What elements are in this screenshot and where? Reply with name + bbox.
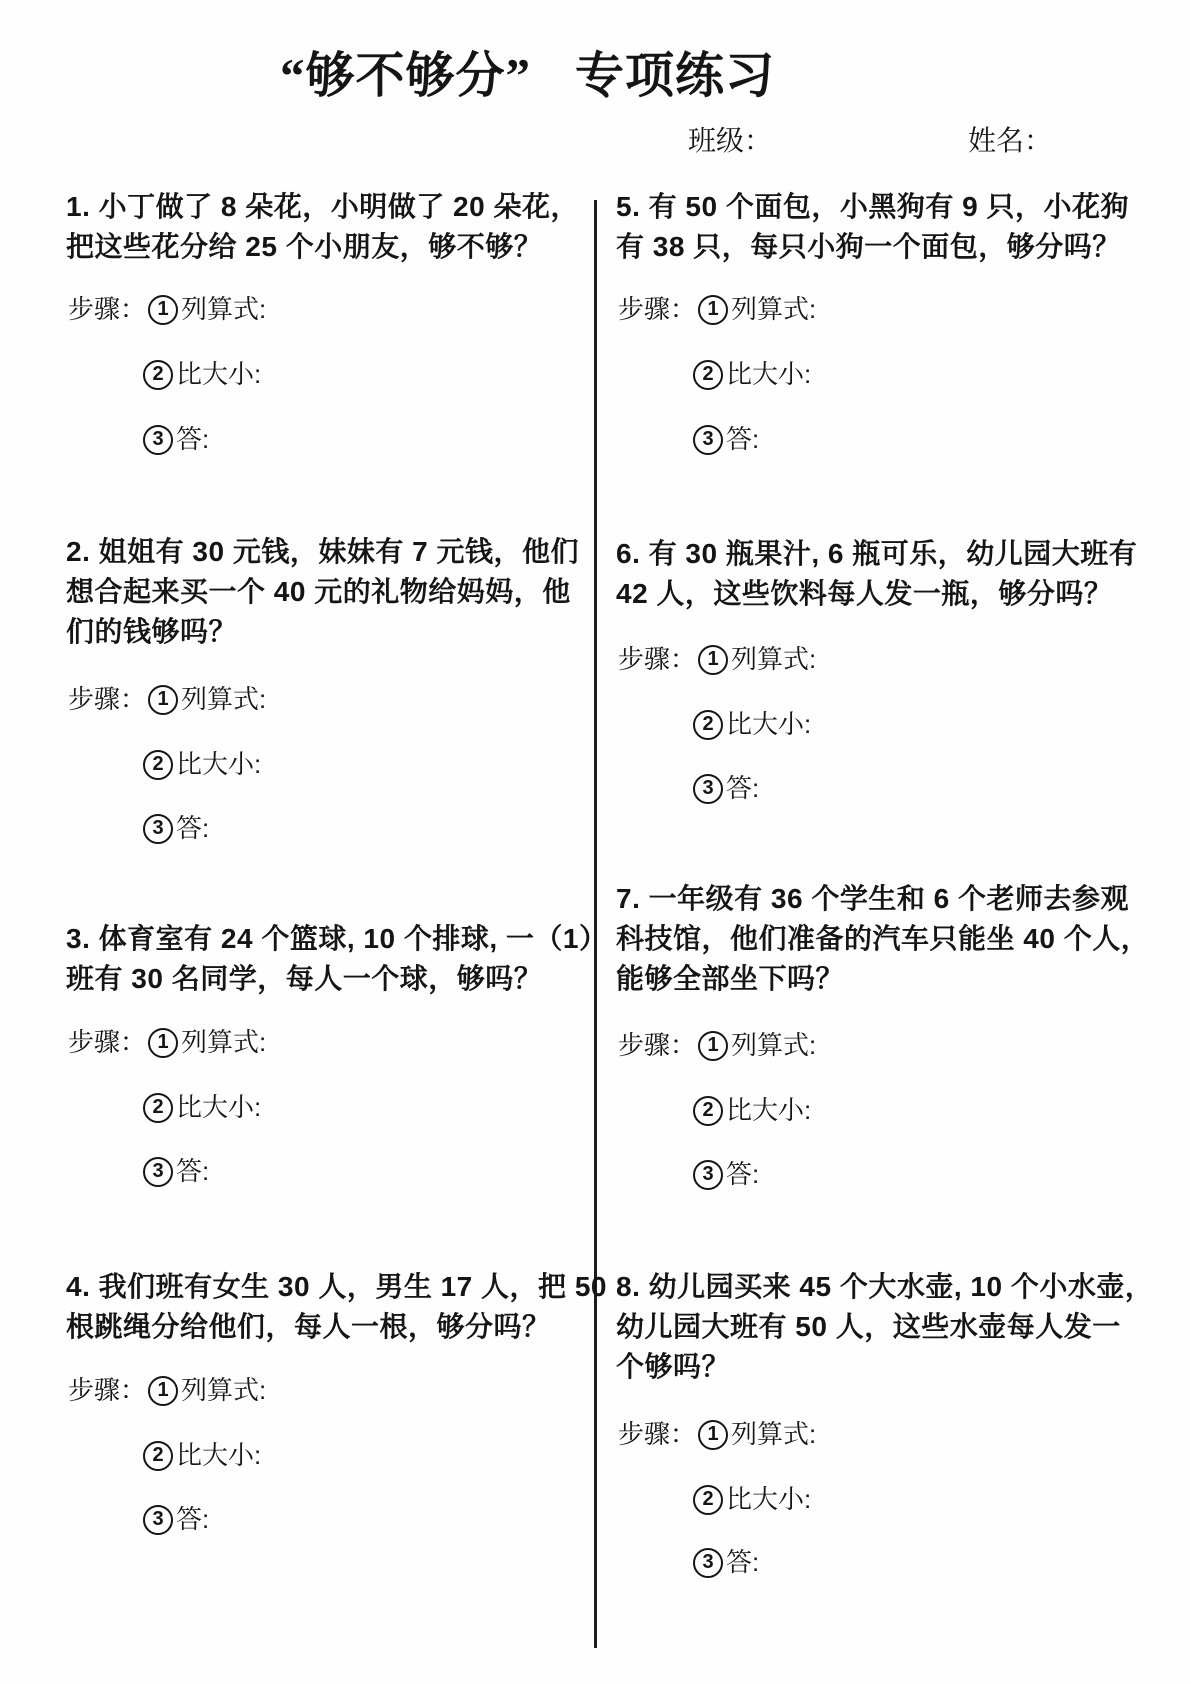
problem-2-text: [66, 532, 579, 652]
step-answer-label: 答:: [176, 813, 210, 843]
problem-8-step-equation: [618, 1418, 816, 1451]
step-answer-label: 答:: [726, 773, 760, 803]
problem-1-text: [66, 187, 579, 267]
problem-2-line: 想合起来买一个 40 元的礼物给妈妈，他: [66, 576, 571, 607]
step-answer-label: 答:: [726, 1159, 760, 1189]
problem-2-line: 2. 姐姐有 30 元钱，妹妹有 7 元钱，他们: [66, 536, 579, 567]
steps-label: 步骤：: [68, 1375, 147, 1405]
problem-8-line: 8. 幼儿园买来 45 个大水壶, 10 个小水壶，: [616, 1271, 1154, 1302]
problem-5-line: 5. 有 50 个面包，小黑狗有 9 只，小花狗: [616, 191, 1129, 222]
class-field-label: 班级：: [688, 126, 773, 157]
problem-5-step-compare: [693, 358, 811, 391]
circled-3-icon: 3: [693, 1548, 723, 1578]
problem-6-step-equation: [618, 643, 816, 676]
problem-6-text: [616, 534, 1137, 614]
circled-2-icon: 2: [693, 360, 723, 390]
problem-5-line: 有 38 只，每只小狗一个面包，够分吗？: [616, 231, 1121, 262]
problem-6-step-compare: [693, 708, 811, 741]
step-compare-label: 比大小:: [726, 709, 812, 739]
problem-7-step-compare: [693, 1094, 811, 1127]
steps-label: 步骤：: [68, 684, 147, 714]
circled-3-icon: 3: [143, 814, 173, 844]
circled-1-icon: 1: [148, 685, 178, 715]
step-answer-label: 答:: [726, 1547, 760, 1577]
problem-1-step-equation: [68, 293, 266, 326]
circled-1-icon: 1: [698, 295, 728, 325]
title-quoted-part: “够不够分”: [280, 48, 532, 103]
problem-2-step-equation: [68, 683, 266, 716]
circled-2-icon: 2: [143, 360, 173, 390]
problem-3-text: [66, 919, 607, 999]
problem-1-line: 1. 小丁做了 8 朵花，小明做了 20 朵花，: [66, 191, 579, 222]
problem-5-text: [616, 187, 1129, 267]
steps-label: 步骤：: [618, 644, 697, 674]
problem-4-line: 4. 我们班有女生 30 人，男生 17 人，把 50: [66, 1271, 607, 1302]
problem-4-line: 根跳绳分给他们，每人一根，够分吗？: [66, 1311, 551, 1342]
problem-1-line: 把这些花分给 25 个小朋友，够不够？: [66, 231, 543, 262]
circled-1-icon: 1: [148, 295, 178, 325]
step-compare-label: 比大小:: [726, 359, 812, 389]
problem-3-line: 班有 30 名同学，每人一个球，够吗？: [66, 963, 543, 994]
problem-4-text: [66, 1267, 607, 1347]
problem-3-step-compare: [143, 1091, 261, 1124]
step-answer-label: 答:: [176, 1156, 210, 1186]
circled-2-icon: 2: [143, 1441, 173, 1471]
step-equation-label: 列算式:: [181, 684, 267, 714]
step-answer-label: 答:: [176, 1504, 210, 1534]
circled-3-icon: 3: [693, 774, 723, 804]
steps-label: 步骤：: [68, 1027, 147, 1057]
circled-1-icon: 1: [698, 1420, 728, 1450]
problem-4-step-compare: [143, 1439, 261, 1472]
problem-3-step-answer: [143, 1155, 209, 1188]
problem-3-line: 3. 体育室有 24 个篮球, 10 个排球, 一（1）: [66, 923, 608, 954]
problem-5-step-answer: [693, 423, 759, 456]
problem-6-step-answer: [693, 772, 759, 805]
problem-8-step-answer: [693, 1546, 759, 1579]
circled-2-icon: 2: [693, 1485, 723, 1515]
problem-1-step-compare: [143, 358, 261, 391]
circled-1-icon: 1: [148, 1376, 178, 1406]
page-title: [280, 48, 775, 104]
step-compare-label: 比大小:: [726, 1484, 812, 1514]
problem-7-line: 能够全部坐下吗？: [616, 963, 845, 994]
problem-6-line: 6. 有 30 瓶果汁, 6 瓶可乐，幼儿园大班有: [616, 538, 1138, 569]
problem-2-step-compare: [143, 748, 261, 781]
problem-8-line: 幼儿园大班有 50 人，这些水壶每人发一: [616, 1311, 1121, 1342]
name-field-label: 姓名：: [968, 126, 1053, 157]
problem-3-step-equation: [68, 1026, 266, 1059]
circled-2-icon: 2: [143, 750, 173, 780]
circled-3-icon: 3: [693, 1160, 723, 1190]
step-equation-label: 列算式:: [181, 1375, 267, 1405]
problem-2-line: 们的钱够吗？: [66, 616, 238, 647]
step-equation-label: 列算式:: [731, 644, 817, 674]
problem-7-step-answer: [693, 1158, 759, 1191]
circled-1-icon: 1: [698, 1031, 728, 1061]
circled-3-icon: 3: [693, 425, 723, 455]
step-compare-label: 比大小:: [176, 359, 262, 389]
circled-2-icon: 2: [693, 710, 723, 740]
circled-3-icon: 3: [143, 1157, 173, 1187]
steps-label: 步骤：: [618, 1419, 697, 1449]
problem-1-step-answer: [143, 423, 209, 456]
step-equation-label: 列算式:: [731, 1419, 817, 1449]
step-equation-label: 列算式:: [731, 294, 817, 324]
problem-7-line: 7. 一年级有 36 个学生和 6 个老师去参观: [616, 883, 1129, 914]
steps-label: 步骤：: [68, 294, 147, 324]
problem-7-step-equation: [618, 1029, 816, 1062]
step-equation-label: 列算式:: [731, 1030, 817, 1060]
circled-1-icon: 1: [698, 645, 728, 675]
problem-2-step-answer: [143, 812, 209, 845]
step-compare-label: 比大小:: [726, 1095, 812, 1125]
problem-4-step-equation: [68, 1374, 266, 1407]
problem-4-step-answer: [143, 1503, 209, 1536]
steps-label: 步骤：: [618, 1030, 697, 1060]
step-compare-label: 比大小:: [176, 1092, 262, 1122]
circled-2-icon: 2: [143, 1093, 173, 1123]
circled-3-icon: 3: [143, 1505, 173, 1535]
step-compare-label: 比大小:: [176, 749, 262, 779]
steps-label: 步骤：: [618, 294, 697, 324]
title-main-part: 专项练习: [575, 48, 776, 103]
problem-7-text: [616, 879, 1149, 999]
problem-8-line: 个够吗？: [616, 1351, 731, 1382]
step-equation-label: 列算式:: [181, 1027, 267, 1057]
step-answer-label: 答:: [176, 424, 210, 454]
step-compare-label: 比大小:: [176, 1440, 262, 1470]
circled-1-icon: 1: [148, 1028, 178, 1058]
circled-2-icon: 2: [693, 1096, 723, 1126]
step-equation-label: 列算式:: [181, 294, 267, 324]
problem-7-line: 科技馆，他们准备的汽车只能坐 40 个人，: [616, 923, 1150, 954]
problem-6-line: 42 人，这些饮料每人发一瓶，够分吗？: [616, 578, 1113, 609]
step-answer-label: 答:: [726, 424, 760, 454]
problem-8-step-compare: [693, 1483, 811, 1516]
circled-3-icon: 3: [143, 425, 173, 455]
problem-5-step-equation: [618, 293, 816, 326]
problem-8-text: [616, 1267, 1153, 1387]
